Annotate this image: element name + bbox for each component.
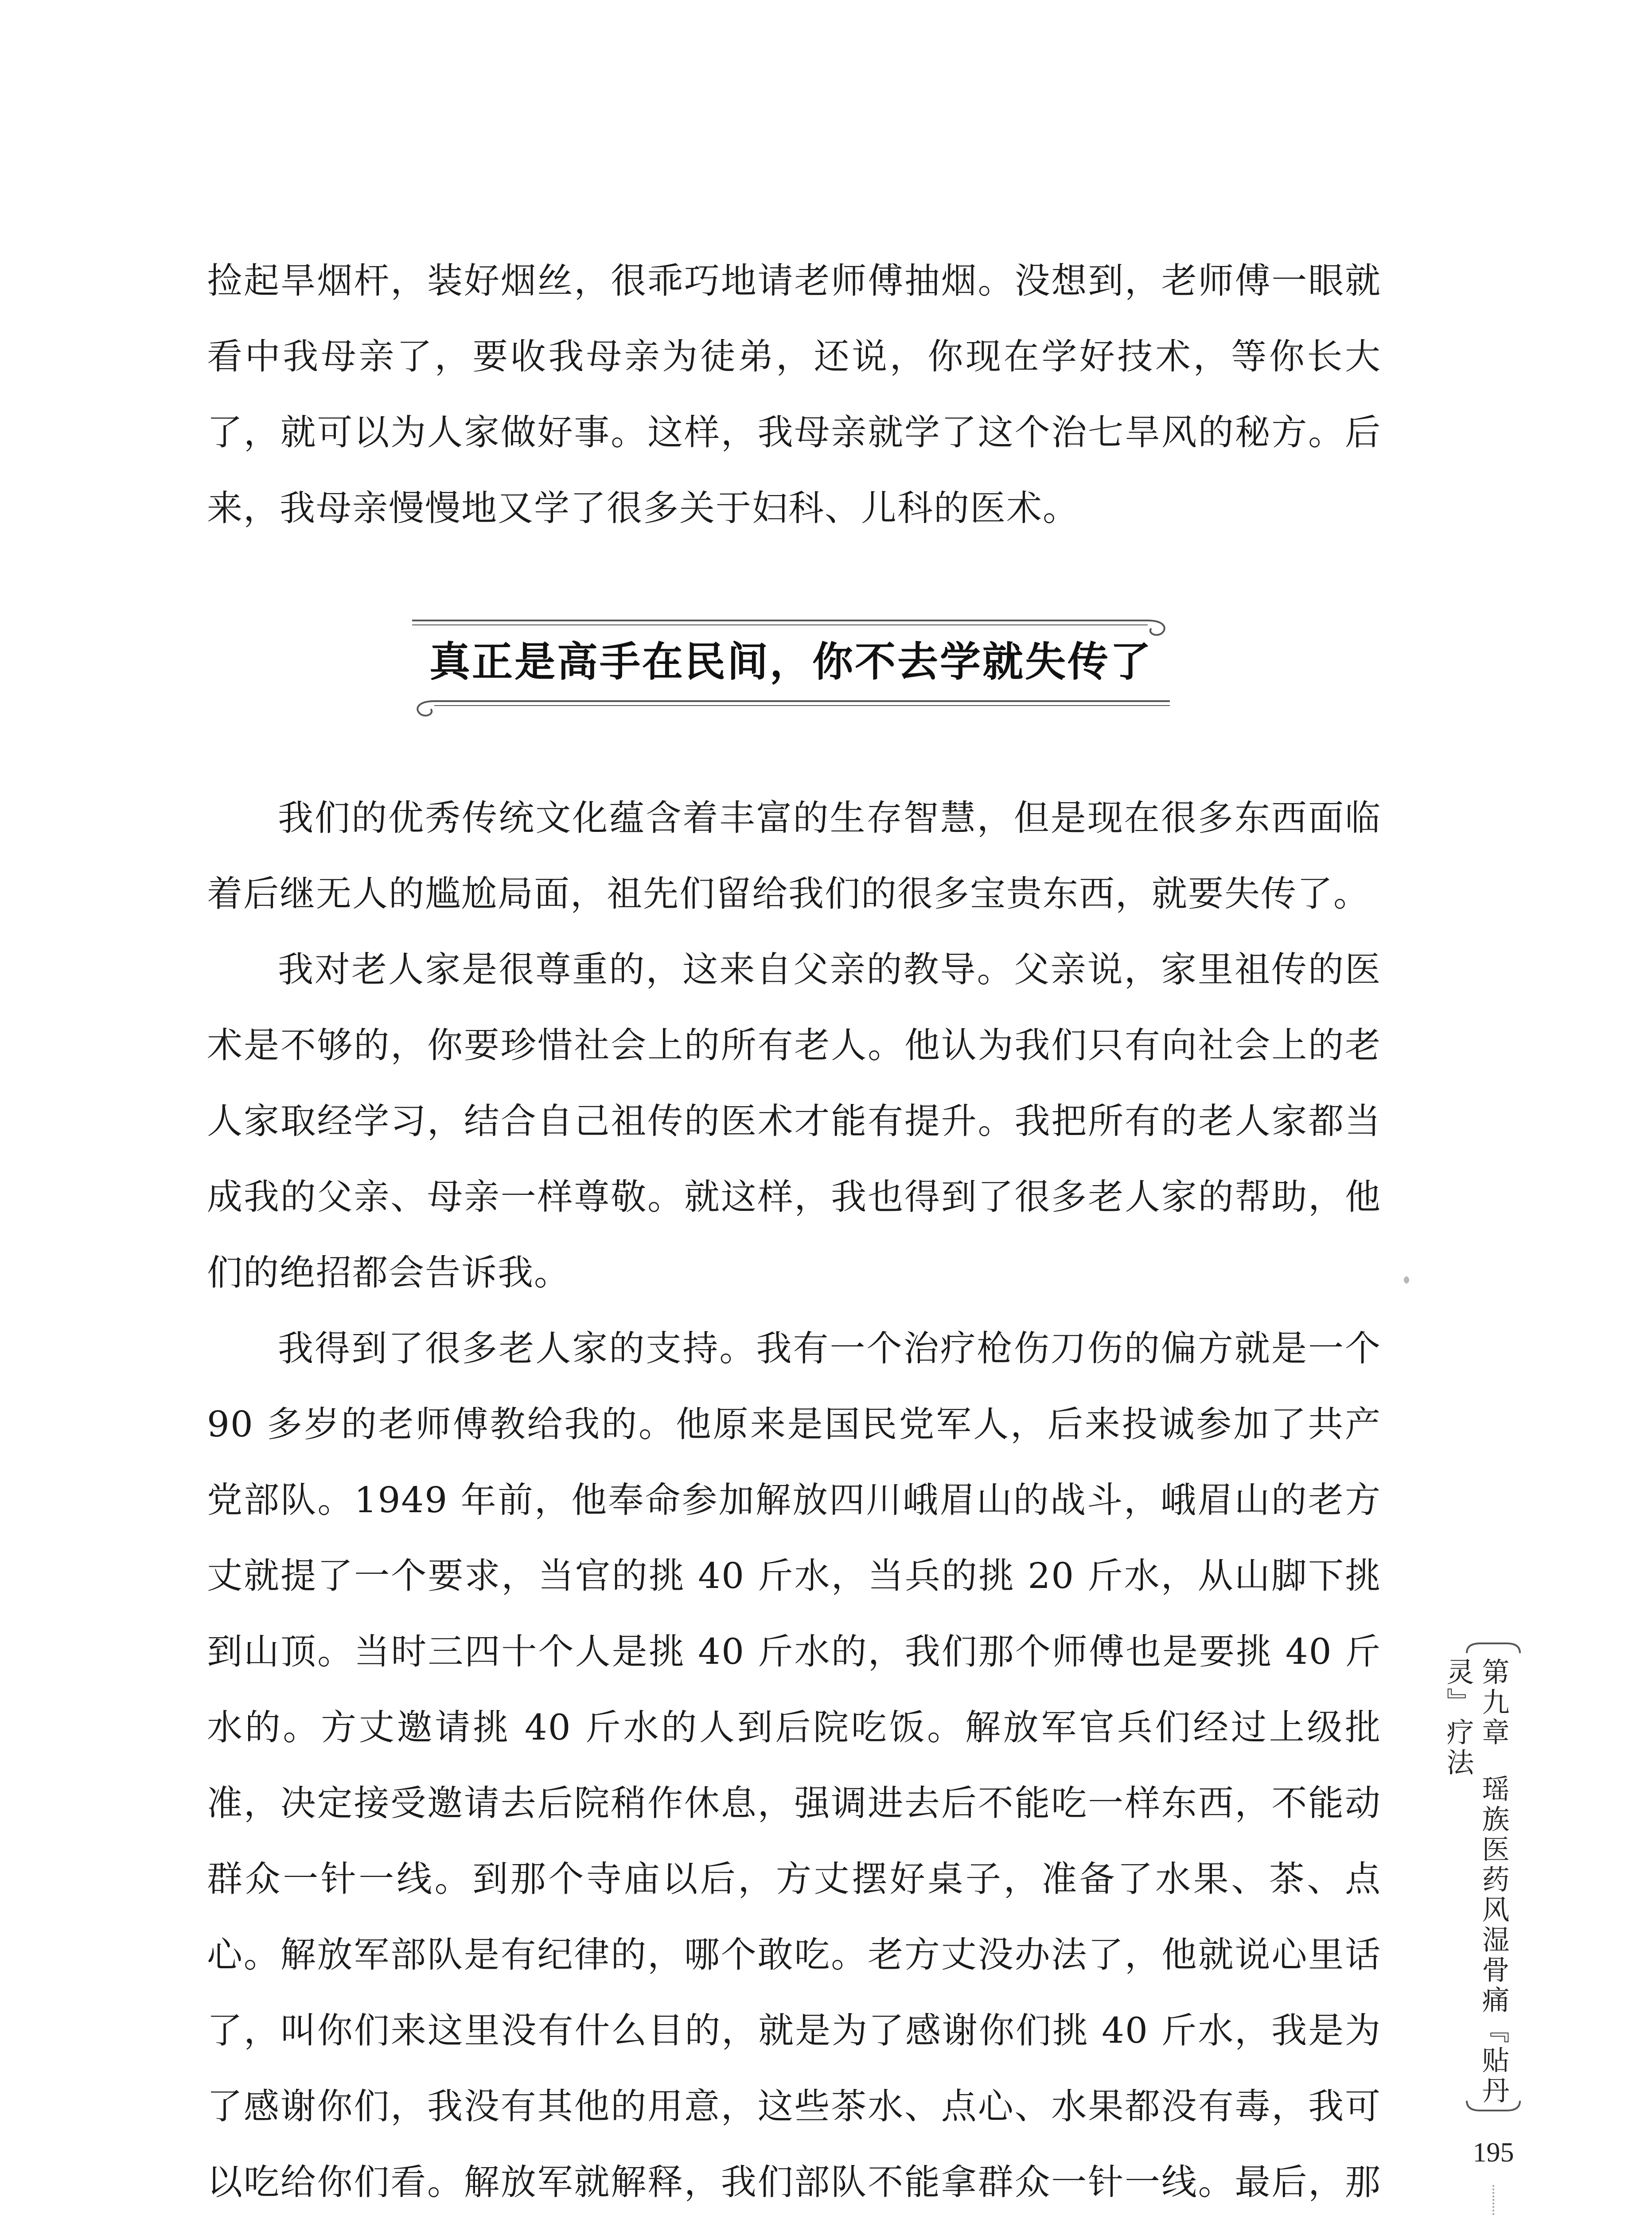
margin-dotted-line: [1492, 2185, 1494, 2216]
section-heading: [412, 603, 1170, 722]
body-paragraph-block: [207, 780, 1381, 2216]
side-header-chapter: 第九章: [1477, 1658, 1510, 1748]
continued-paragraph: 捡起旱烟杆，装好烟丝，很乖巧地请老师傅抽烟。没想到，老师傅一眼就看中我母亲了，要收我母亲为徒弟，还说，你现在学好技术，等你长大了，就可以为人家做好事。这样，我母亲就学了这个治七旱风的秘方。后来，我母亲慢慢地又学了很多关于妇科、儿科的医术。: [207, 260, 1381, 529]
section-heading-title: 真正是高手在民间，你不去学就失传了: [429, 638, 1153, 686]
print-speck: [1404, 1276, 1409, 1284]
side-header-text: [1442, 1658, 1511, 2114]
side-running-header: [1442, 1640, 1524, 2114]
continued-paragraph-block: [207, 243, 1381, 546]
body-paragraph: 我得到了很多老人家的支持。我有一个治疗枪伤刀伤的偏方就是一个 90 多岁的老师傅教给我的。他原来是国民党军人，后来投诚参加了共产党部队。1949 年前，他奉命参加解放四川峨眉山的战斗，峨眉山的老方丈就提了一个要求，当官的挑 40 斤水，当兵的挑 20 斤水，从山脚下挑到山顶。当时三四十个人是挑 40 斤水的，我们那个师傅也是要挑 40 斤水的。方丈邀请挑 40 斤水的人到后院吃饭。解放军官兵们经过上级批准，决定接受邀请去后院稍作休息，强调进去后不能吃一样东西，不能动群众一针一线。到那个寺庙以后，方丈摆好桌子，准备了水果、茶、点心。解放军部队是有纪律的，哪个敢吃。老方丈没办法了，他就说心里话了，叫你们来这里没有什么目的，就是为了感谢你们挑 40 斤水，我是为了感谢你们，我没有其他的用意，这些茶水、点心、水果都没有毒，我可以吃给你们看。解放军就解释，我们部队不能拿群众一针一线。最后，那: [207, 1328, 1381, 2203]
body-paragraph: 我们的优秀传统文化蕴含着丰富的生存智慧，但是现在很多东西面临着后继无人的尴尬局面，祖先们留给我们的很多宝贵东西，就要失传了。: [207, 797, 1381, 914]
body-paragraph: 我对老人家是很尊重的，这来自父亲的教导。父亲说，家里祖传的医术是不够的，你要珍惜社会上的所有老人。他认为我们只有向社会上的老人家取经学习，结合自己祖传的医术才能有提升。我把所有的老人家都当成我的父亲、母亲一样尊敬。就这样，我也得到了很多老人家的帮助，他们的绝招都会告诉我。: [207, 949, 1381, 1293]
page-number: 195: [1473, 2138, 1514, 2168]
side-header-title: 瑶族医药风湿骨痛『贴丹灵』疗法: [1442, 1658, 1510, 2106]
